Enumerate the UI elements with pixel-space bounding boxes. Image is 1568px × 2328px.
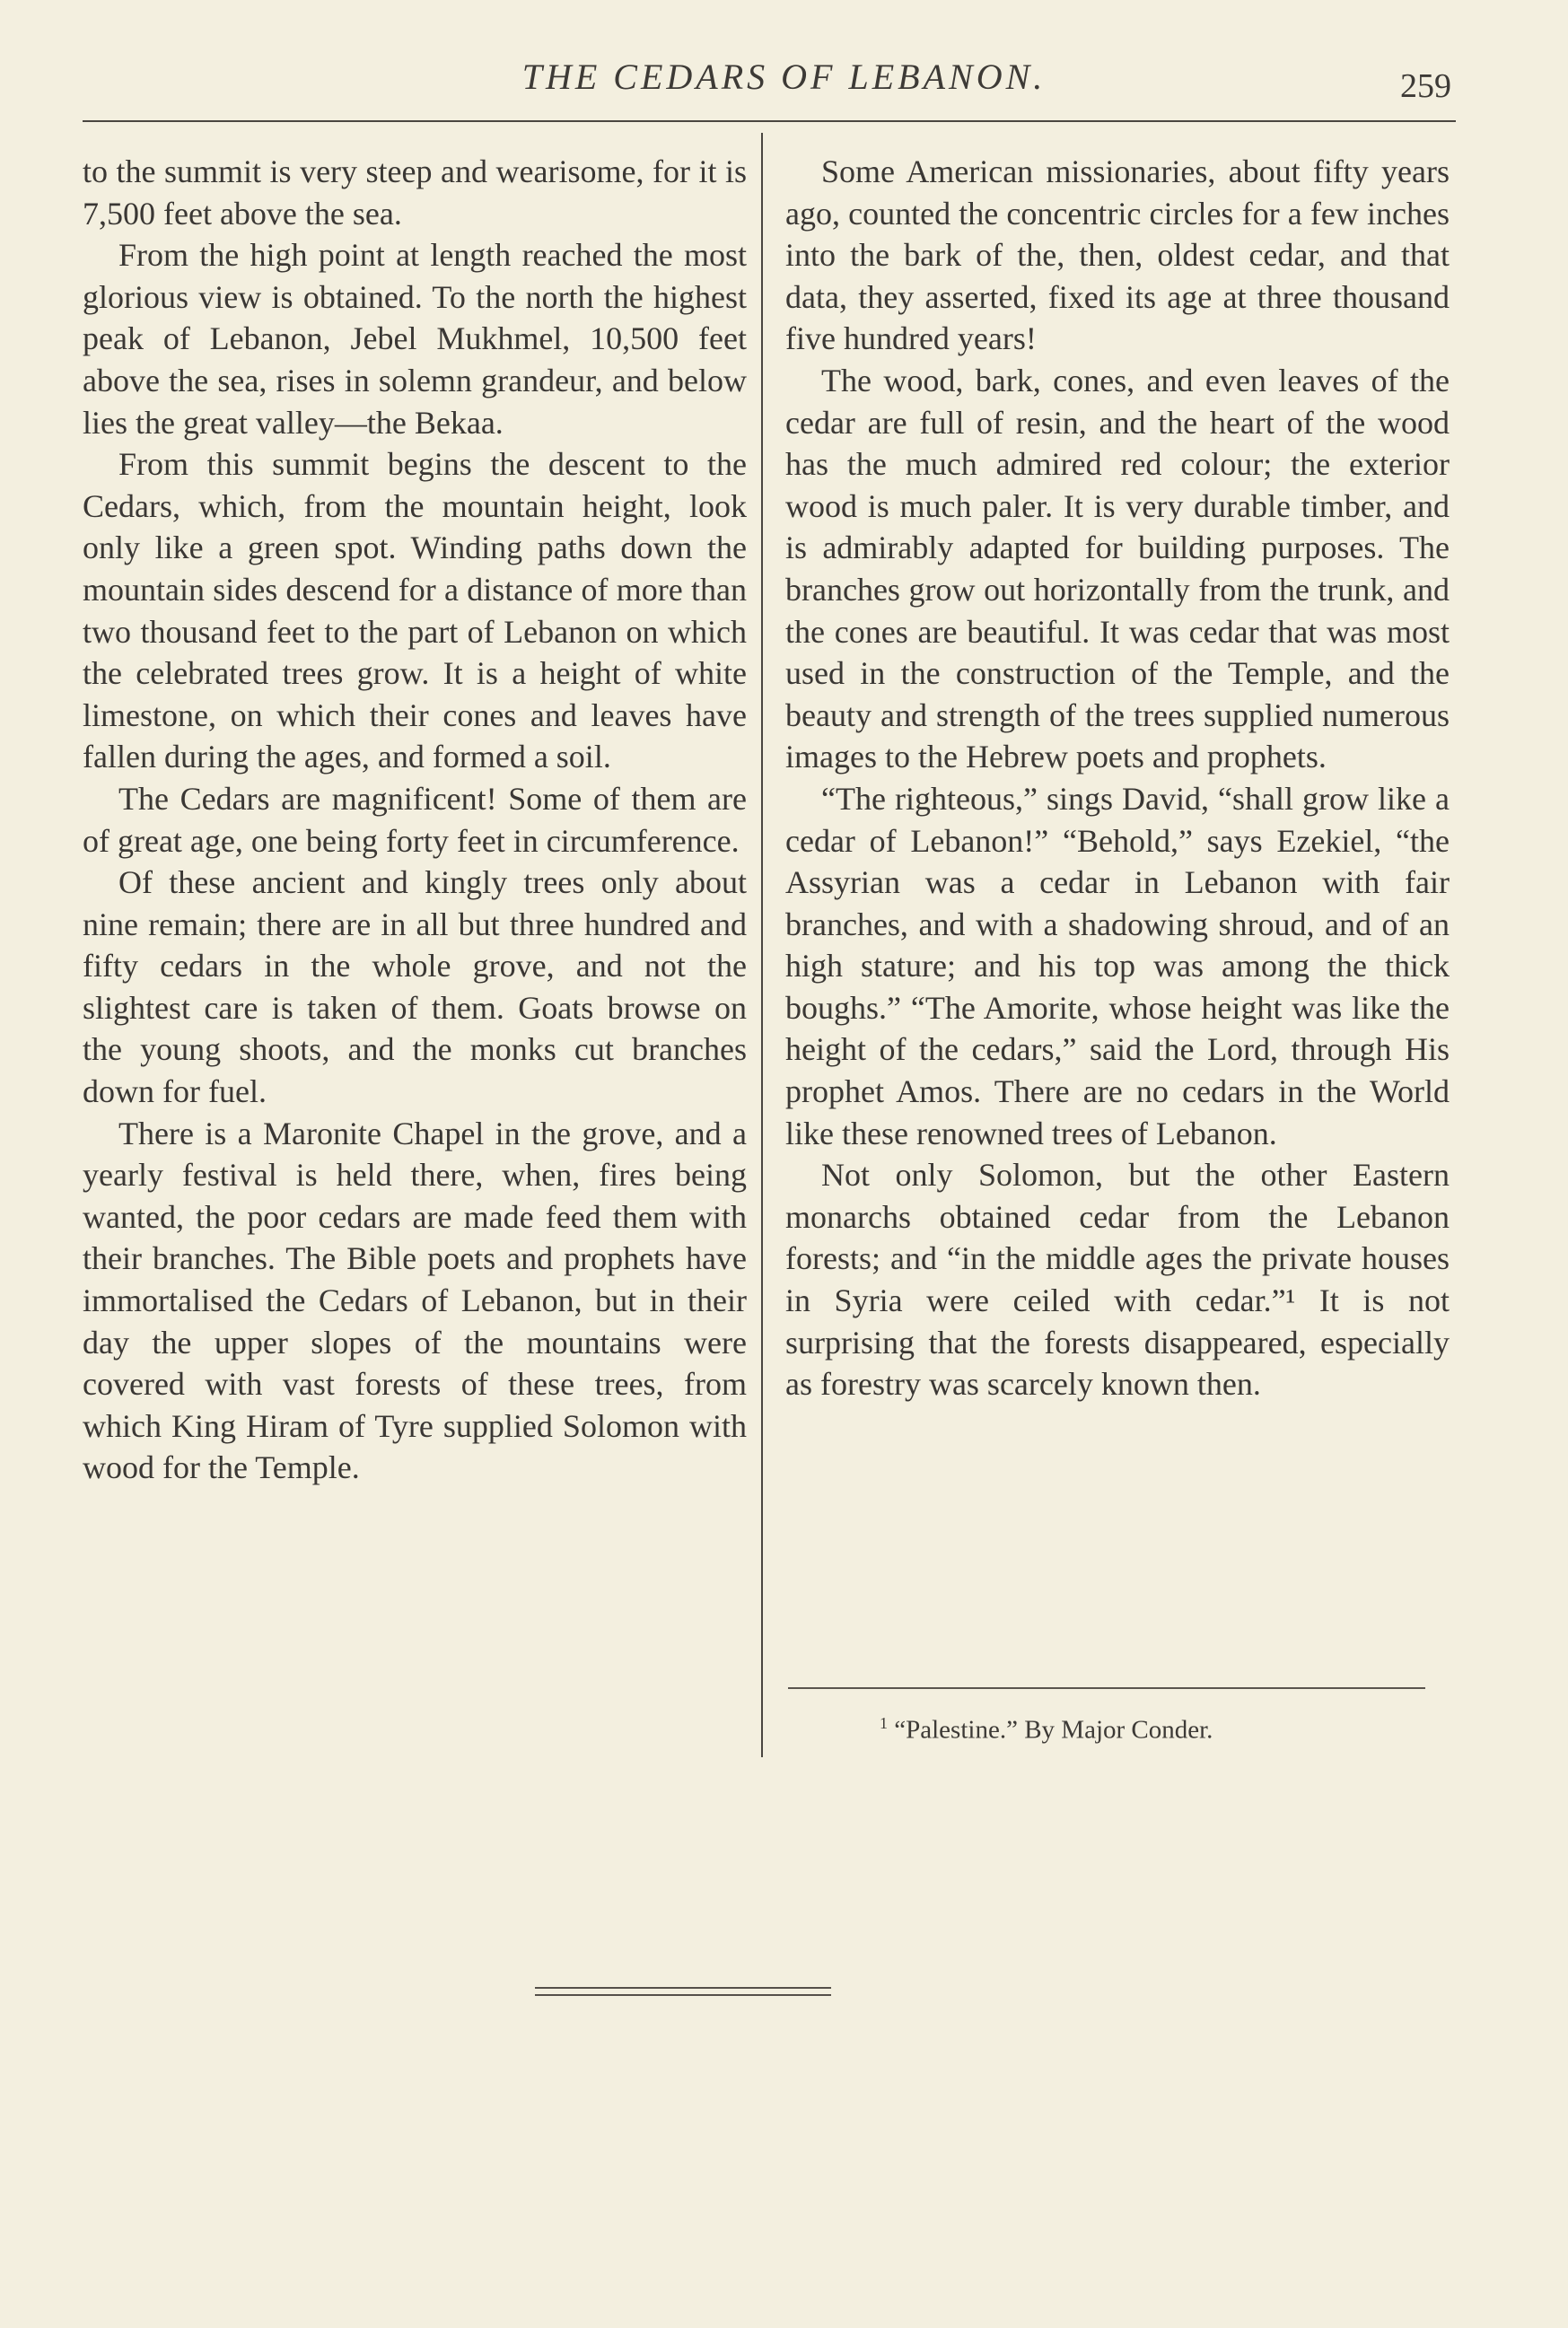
footnote-rule xyxy=(788,1687,1425,1689)
paragraph: From the high point at length reached the most glorious view is obtained. To the north the highest peak of Lebanon, Jebel Mukhmel, 10,500 feet above the sea, rises in solemn grandeur, and below lies the great valley—the Bekaa. xyxy=(83,237,747,441)
running-title: THE CEDARS OF LEBANON. xyxy=(521,57,1047,97)
paragraph: The Cedars are magnificent! Some of them are of great age, one being forty feet in circumference. xyxy=(83,780,747,859)
page-number: 259 xyxy=(1400,67,1451,105)
right-column xyxy=(785,151,1450,1405)
end-rule-top xyxy=(535,1987,831,1989)
end-rule-bottom xyxy=(535,1994,831,1996)
paragraph: Some American missionaries, about fifty years ago, counted the concentric circles for a few inches into the bark of the, then, oldest cedar, and that data, they asserted, fixed its age at three thousand five hundred years! xyxy=(785,153,1450,357)
left-column xyxy=(83,151,747,1489)
header-rule xyxy=(83,120,1456,122)
footnote-text: “Palestine.” By Major Conder. xyxy=(894,1715,1213,1745)
footnote xyxy=(880,1714,1213,1746)
paragraph: Not only Solomon, but the other Eastern monarchs obtained cedar from the Lebanon forests; and “in the middle ages the private houses in Syria were ceiled with cedar.”¹ It is not surprising that the forests disappeared, especially as forestry was scarcely known then. xyxy=(785,1157,1450,1403)
column-divider xyxy=(761,133,763,1757)
paragraph: The wood, bark, cones, and even leaves of the cedar are full of resin, and the heart of the wood has the much admired red colour; the exterior wood is much paler. It is very durable timber, and is admirably adapted for building purposes. The branches grow out horizontally from the trunk, and the cones are beautiful. It was cedar that was most used in the construction of the Temple, and the beauty and strength of the trees supplied numerous images to the Hebrew poets and prophets. xyxy=(785,362,1450,775)
paragraph: From this summit begins the descent to the Cedars, which, from the mountain height, look only like a green spot. Winding paths down the mountain sides descend for a distance of more than two thousand feet to the part of Lebanon on which the celebrated trees grow. It is a height of white limestone, on which their cones and leaves have fallen during the ages, and formed a soil. xyxy=(83,446,747,775)
paragraph: There is a Maronite Chapel in the grove, and a yearly festival is held there, when, fires being wanted, the poor cedars are made feed them with their branches. The Bible poets and prophets have immortalised the Cedars of Lebanon, but in their day the upper slopes of the mountains were covered with vast forests of these trees, from which King Hiram of Tyre supplied Solomon with wood for the Temple. xyxy=(83,1115,747,1486)
paragraph: “The righteous,” sings David, “shall grow like a cedar of Lebanon!” “Behold,” says Ezekiel, “the Assyrian was a cedar in Lebanon with fair branches, and with a shadowing shroud, and of an high stature; and his top was among the thick boughs.” “The Amorite, whose height was like the height of the cedars,” said the Lord, through His prophet Amos. There are no cedars in the World like these renowned trees of Lebanon. xyxy=(785,780,1450,1151)
footnote-marker: 1 xyxy=(880,1714,888,1732)
paragraph: to the summit is very steep and wearisome, for it is 7,500 feet above the sea. xyxy=(83,153,747,232)
paragraph: Of these ancient and kingly trees only about nine remain; there are in all but three hundred and fifty cedars in the whole grove, and not the slightest care is taken of them. Goats browse on the young shoots, and the monks cut branches down for fuel. xyxy=(83,864,747,1110)
